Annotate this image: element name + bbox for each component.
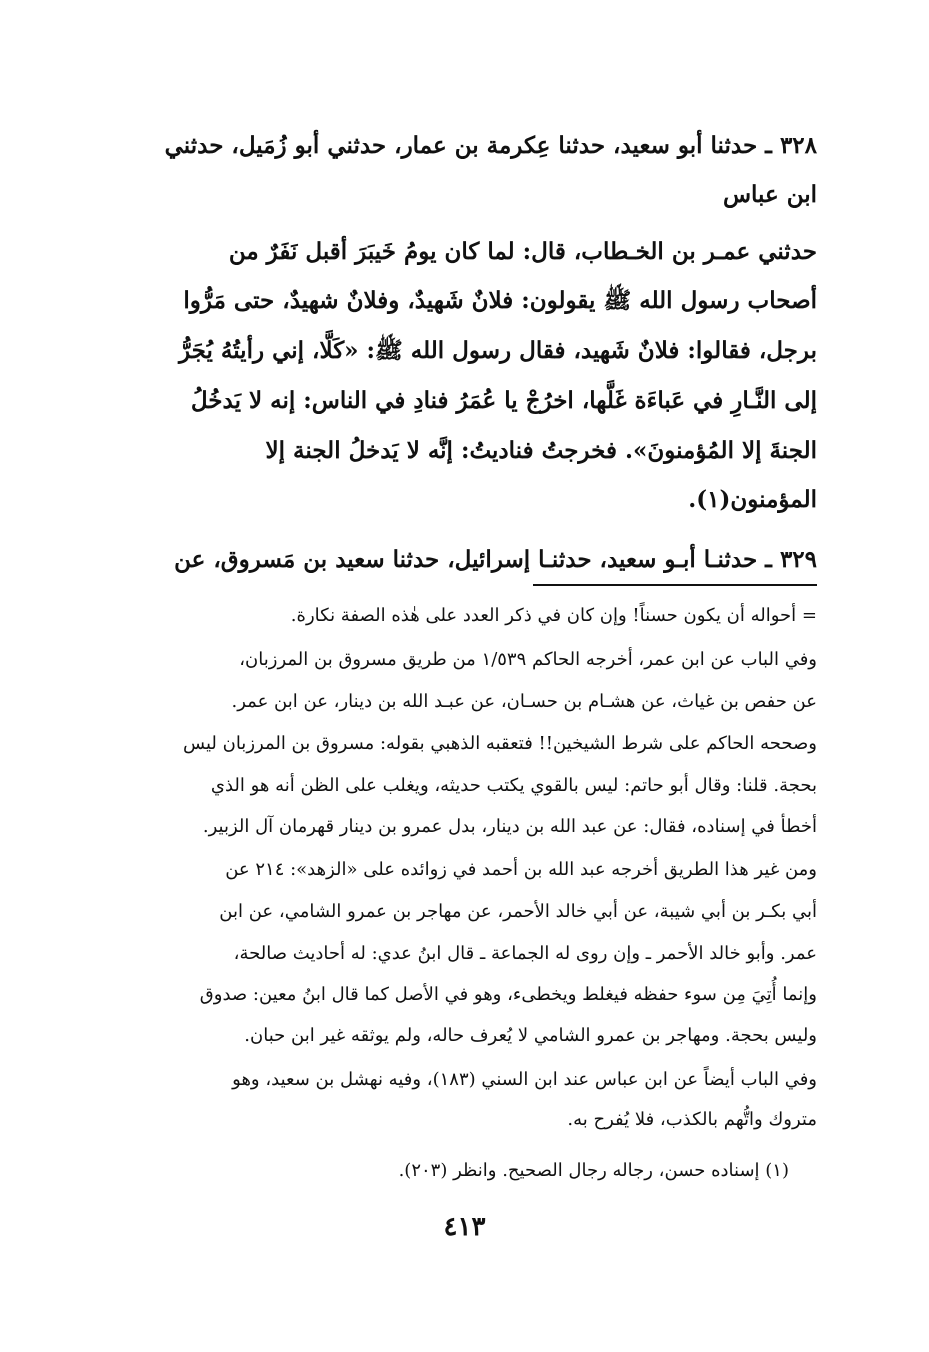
hadith-328-body-line-5: الجنةَ إلا المُؤمنونَ». فخرجتُ فناديتُ: إنَّه لا يَدخلُ الجنة إلا xyxy=(265,437,817,464)
hadith-328-body-line-1: حدثني عمـر بن الخـطاب، قال: لما كان يومُ خَيبَرَ أقبل نَفَرٌ من xyxy=(228,238,817,265)
footnote-line-11: وليس بحجة. ومهاجر بن عمرو الشامي لا يُعرف حاله، ولم يوثقه غير ابن حبان. xyxy=(244,1025,817,1046)
footnote-line-3: عن حفص بن غياث، عن هشـام بن حسـان، عن عبـد الله بن دينار، عن ابن عمر. xyxy=(231,691,817,712)
footnote-1: (١) إسناده حسن، رجاله رجال الصحيح. وانظر (٢٠٣). xyxy=(398,1160,789,1181)
footnote-line-9: عمر. وأبو خالد الأحمر ـ وإن روى له الجماعة ـ قال ابنُ عدي: له أحاديث صالحة، xyxy=(233,943,817,964)
hadith-328-body-line-3: برجل، فقالوا: فلانٌ شَهيد، فقال رسول الله ﷺ: «كَلَّا، إني رأيتُهُ يُجَرُّ xyxy=(178,337,817,364)
hadith-329-heading-line: ٣٢٩ ـ حدثنـا أبـو سعيد، حدثنـا إسرائيل، حدثنا سعيد بن مَسروق، عن xyxy=(174,546,817,573)
footnote-line-4: وصححه الحاكم على شرط الشيخين!! فتعقبه الذهبي بقوله: مسروق بن المرزبان ليس xyxy=(183,733,817,754)
footnote-line-1: = أحواله أن يكون حسناً! وإن كان في ذكر العدد على هٰذه الصفة نكارة. xyxy=(290,605,817,626)
hadith-328-heading-line-1: ٣٢٨ ـ حدثنا أبو سعيد، حدثنا عِكرمة بن عمار، حدثني أبو زُمَيل، حدثني xyxy=(164,132,817,159)
footnote-line-6: أخطأ في إسناده، فقال: عن عبد الله بن دينار، بدل عمرو بن دينار قهرمان آل الزبير. xyxy=(202,816,817,837)
footnote-line-5: بحجة. قلنا: وقال أبو حاتم: ليس بالقوي يكتب حديثه، ويغلب على الظن أنه هو الذي xyxy=(210,775,817,796)
footnote-line-10: وإنما أُتِيَ مِن سوء حفظه فيغلط ويخطىء، وهو في الأصل كما قال ابنُ معين: صدوق xyxy=(199,984,817,1005)
footnote-line-13: متروك واتُّهم بالكذب، فلا يُفرح به. xyxy=(567,1109,817,1130)
hadith-328-heading-line-2: ابن عباس xyxy=(722,181,817,208)
hadith-328-body-line-6: المؤمنون(١). xyxy=(688,486,817,513)
footnote-line-12: وفي الباب أيضاً عن ابن عباس عند ابن السني (١٨٣)، وفيه نهشل بن سعيد، وهو xyxy=(232,1069,817,1090)
footnote-separator xyxy=(533,584,817,586)
hadith-328-body-line-4: إلى النَّـارِ في عَباءَة غَلَّها، اخرُجْ يا عُمَرُ فنادِ في الناس: إنه لا يَدخُلُ xyxy=(190,387,817,414)
footnote-line-7: ومن غير هذا الطريق أخرجه عبد الله بن أحمد في زوائده على «الزهد»: ٢١٤ عن xyxy=(225,859,817,880)
page-number: ٤١٣ xyxy=(443,1212,486,1242)
footnote-line-2: وفي الباب عن ابن عمر، أخرجه الحاكم ١/٥٣٩ من طريق مسروق بن المرزبان، xyxy=(239,649,817,670)
footnote-line-8: أبي بكـر بن أبي شيبة، عن أبي خالد الأحمر، عن مهاجر بن عمرو الشامي، عن ابن xyxy=(219,901,817,922)
hadith-328-body-line-2: أصحاب رسول الله ﷺ يقولون: فلانٌ شَهيدٌ، وفلانٌ شهيدٌ، حتى مَرُّوا xyxy=(183,287,817,314)
